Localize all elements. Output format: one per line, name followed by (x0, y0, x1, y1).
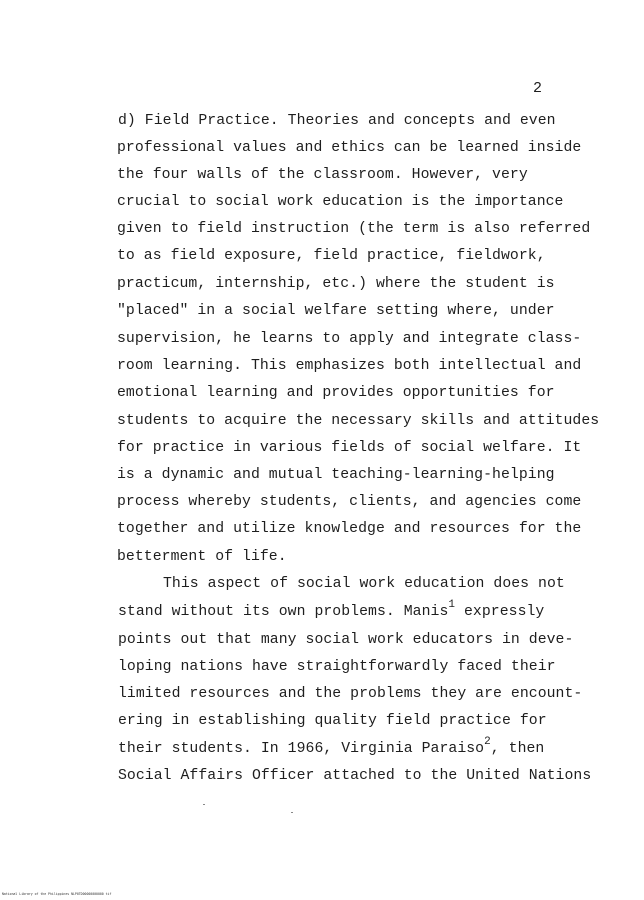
text-line: This aspect of social work education does not (163, 576, 565, 592)
text-line: "placed" in a social welfare setting where, under (117, 303, 555, 319)
text-segment: their students. In 1966, Virginia Paraiso (118, 741, 485, 757)
scan-speck (291, 812, 293, 813)
text-line: limited resources and the problems they are encount- (118, 686, 583, 702)
text-line: emotional learning and provides opportunities for (117, 385, 555, 401)
text-line: points out that many social work educators in deve- (118, 632, 574, 648)
text-line: ering in establishing quality field practice for (118, 713, 547, 729)
text-line: to as field exposure, field practice, fieldwork, (117, 248, 546, 264)
text-line: loping nations have straightforwardly faced their (118, 659, 556, 675)
text-line: students to acquire the necessary skills and attitudes (117, 413, 600, 429)
page-number: 2 (533, 80, 543, 97)
footnote-marker: 1 (448, 599, 456, 612)
text-line: professional values and ethics can be learned inside (117, 140, 582, 156)
text-segment: stand without its own problems. Manis (118, 604, 449, 620)
scan-speck (203, 804, 205, 805)
text-line: practicum, internship, etc.) where the student is (117, 276, 555, 292)
text-line: is a dynamic and mutual teaching-learning-helping (117, 467, 555, 483)
text-segment: expressly (455, 604, 545, 620)
text-line: room learning. This emphasizes both intellectual and (117, 358, 582, 374)
text-line (118, 736, 545, 757)
text-line: together and utilize knowledge and resources for the (117, 521, 582, 537)
text-line: d) Field Practice. Theories and concepts and even (118, 113, 556, 129)
scan-footer: National Library of the Philippines NLP0TD00000000000 tif (2, 892, 112, 896)
text-line: the four walls of the classroom. However, very (117, 167, 528, 183)
text-line: crucial to social work education is the importance (117, 194, 564, 210)
text-segment: , then (490, 741, 545, 757)
text-line: supervision, he learns to apply and integrate class- (117, 331, 582, 347)
text-line: process whereby students, clients, and agencies come (117, 494, 582, 510)
footnote-marker: 2 (484, 736, 491, 749)
text-line: for practice in various fields of social welfare. It (117, 440, 582, 456)
text-line: Social Affairs Officer attached to the United Nations (118, 768, 592, 784)
text-line: betterment of life. (117, 549, 287, 565)
text-line (118, 599, 545, 620)
text-line: given to field instruction (the term is also referred (117, 221, 591, 237)
